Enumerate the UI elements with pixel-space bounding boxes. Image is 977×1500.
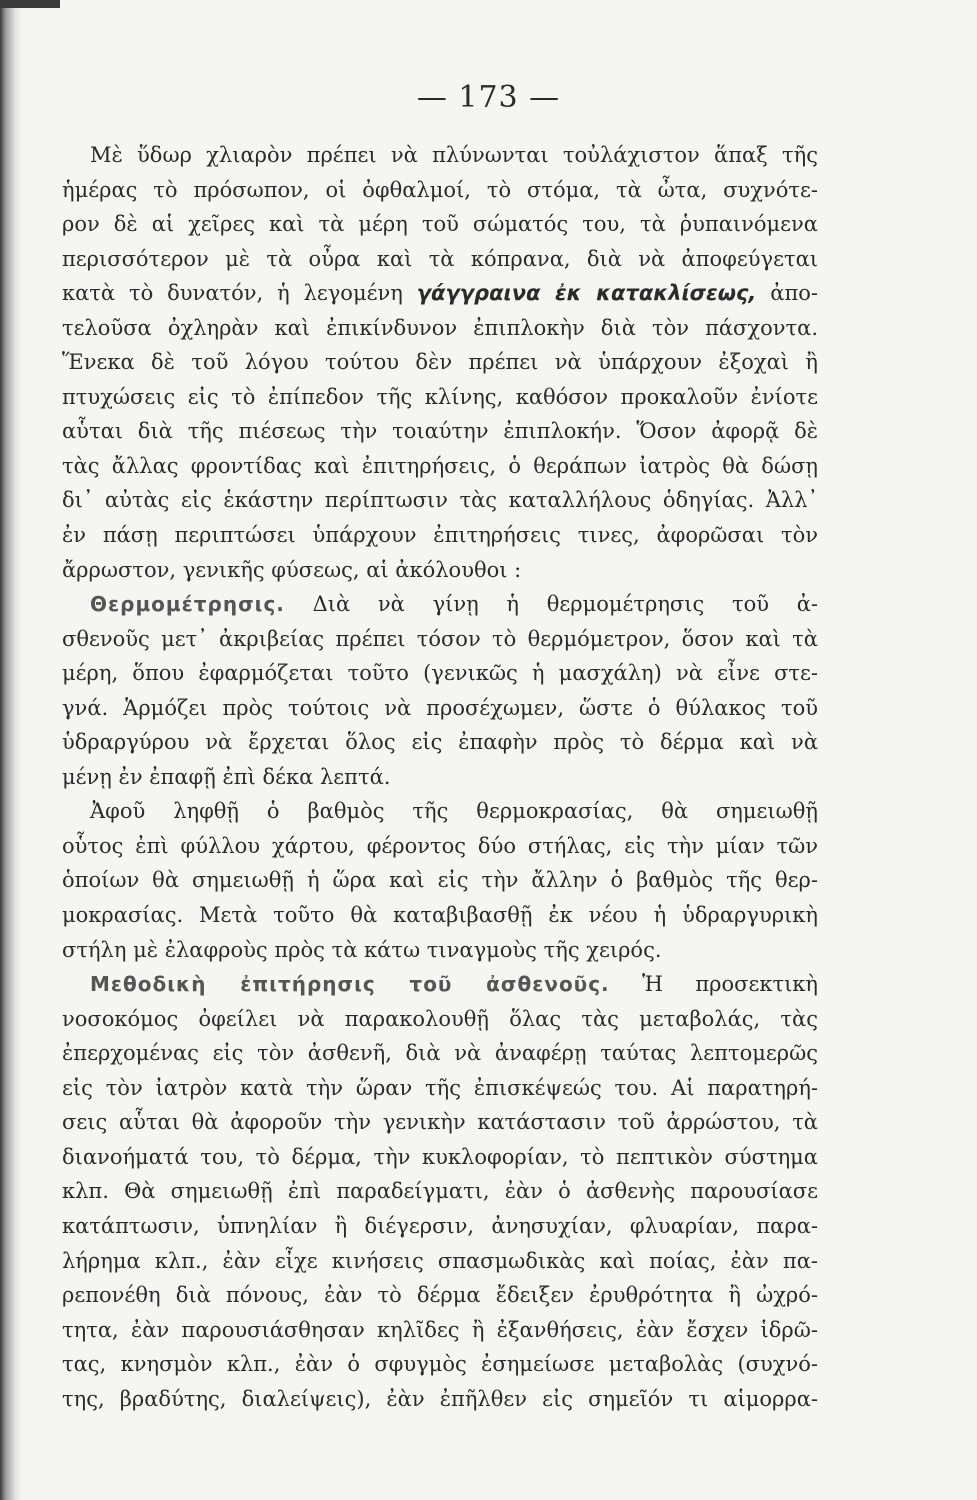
page-edge-shadow: [0, 0, 22, 1500]
text-line: [62, 933, 818, 968]
emphasis-term: γάγγραινα ἐκ κατακλίσεως,: [416, 281, 757, 306]
text-segment: αὗται διὰ τῆς πιέσεως τὴν τοιαύτην ἐπιπλοκήν. Ὅσον ἀφορᾷ δὲ: [62, 419, 818, 444]
text-segment: ὑδραργύρου νὰ ἔρχεται ὅλος εἰς ἐπαφὴν πρὸς τὸ δέρμα καὶ νὰ: [62, 730, 818, 755]
text-line: [62, 1278, 818, 1313]
text-segment: ἐπερχομένας εἰς τὸν ἀσθενῆ, διὰ νὰ ἀναφέρῃ ταύτας λεπτομερῶς: [62, 1041, 818, 1066]
text-line: [62, 725, 818, 760]
text-segment: κλπ. Θὰ σημειωθῇ ἐπὶ παραδείγματι, ἐὰν ὁ ἀσθενὴς παρουσίασε: [62, 1179, 818, 1204]
text-line: [62, 794, 818, 829]
text-line: [62, 1105, 818, 1140]
text-segment: διανοήματά του, τὸ δέρμα, τὴν κυκλοφορίαν, τὸ πεπτικὸν σύστημα: [62, 1144, 818, 1169]
text-line: [62, 414, 818, 449]
text-segment: ἀπο-: [756, 281, 818, 306]
text-line: [62, 380, 818, 415]
section-heading: Θερμομέτρησις.: [90, 592, 285, 617]
text-line: [62, 483, 818, 518]
text-segment: μένῃ ἐν ἐπαφῇ ἐπὶ δέκα λεπτά.: [62, 764, 391, 789]
text-segment: τας, κνησμὸν κλπ., ἐὰν ὁ σφυγμὸς ἐσημείωσε μεταβολὰς (συχνό-: [62, 1352, 818, 1377]
text-line: [62, 1071, 818, 1106]
text-segment: περισσότερον μὲ τὰ οὖρα καὶ τὰ κόπρανα, διὰ νὰ ἀποφεύγεται: [62, 246, 818, 271]
text-line: [62, 760, 818, 795]
text-segment: δι᾽ αὐτὰς εἰς ἑκάστην περίπτωσιν τὰς καταλλήλους ὁδηγίας. Ἀλλ᾽: [62, 488, 818, 513]
text-line: [62, 311, 818, 346]
text-segment: εἰς τὸν ἰατρὸν κατὰ τὴν ὥραν τῆς ἐπισκέψεώς του. Αἱ παρατηρή-: [62, 1075, 818, 1100]
text-segment: λήρημα κλπ., ἐὰν εἶχε κινήσεις σπασμωδικὰς καὶ ποίας, ἐὰν πα-: [62, 1248, 818, 1273]
text-line: [62, 1347, 818, 1382]
text-segment: γνά. Ἁρμόζει πρὸς τούτοις νὰ προσέχωμεν, ὥστε ὁ θύλακος τοῦ: [62, 695, 818, 720]
text-line: [62, 1002, 818, 1037]
text-line: [62, 691, 818, 726]
text-line: [62, 207, 818, 242]
text-segment: μοκρασίας. Μετὰ τοῦτο θὰ καταβιβασθῇ ἐκ νέου ἡ ὑδραργυρικὴ: [62, 903, 818, 928]
text-segment: Ἀφοῦ ληφθῇ ὁ βαθμὸς τῆς θερμοκρασίας, θὰ σημειωθῇ: [90, 799, 818, 824]
text-line: [62, 1036, 818, 1071]
text-line: [62, 1209, 818, 1244]
text-segment: Ἕνεκα δὲ τοῦ λόγου τούτου δὲν πρέπει νὰ ὑπάρχουν ἐξοχαὶ ἢ: [62, 350, 818, 375]
text-line: [62, 345, 818, 380]
text-line: [62, 518, 818, 553]
text-segment: σεις αὗται θὰ ἀφοροῦν τὴν γενικὴν κατάστασιν τοῦ ἀρρώστου, τὰ: [62, 1110, 818, 1135]
text-segment: ρον δὲ αἱ χεῖρες καὶ τὰ μέρη τοῦ σώματός του, τὰ ῥυπαινόμενα: [62, 212, 818, 237]
text-segment: κατὰ τὸ δυνατόν, ἡ λεγομένη: [62, 281, 417, 306]
text-line: [62, 622, 818, 657]
text-line: [62, 173, 818, 208]
text-segment: νοσοκόμος ὀφείλει νὰ παρακολουθῇ ὅλας τὰς μεταβολάς, τὰς: [62, 1006, 818, 1031]
text-line: [62, 242, 818, 277]
text-segment: Μὲ ὕδωρ χλιαρὸν πρέπει νὰ πλύνωνται τοὐλάχιστον ἅπαξ τῆς: [90, 143, 818, 167]
text-segment: στήλη μὲ ἐλαφροὺς πρὸς τὰ κάτω τιναγμοὺς τῆς χειρός.: [62, 937, 662, 962]
text-line: [62, 1140, 818, 1175]
text-segment: τελοῦσα ὀχληρὰν καὶ ἐπικίνδυνον ἐπιπλοκὴν διὰ τὸν πάσχοντα.: [62, 315, 818, 340]
text-line: [62, 553, 818, 588]
text-segment: πτυχώσεις εἰς τὸ ἐπίπεδον τῆς κλίνης, καθόσον προκαλοῦν ἐνίοτε: [62, 384, 818, 409]
text-segment: ἄρρωστον, γενικῆς φύσεως, αἱ ἀκόλουθοι :: [62, 557, 522, 582]
text-line: [62, 1313, 818, 1348]
text-line: [62, 1174, 818, 1209]
page-number: — 173 —: [416, 80, 561, 115]
text-line: [62, 449, 818, 484]
text-segment: Ἡ προσεκτικὴ: [609, 972, 818, 997]
text-segment: τὰς ἄλλας φροντίδας καὶ ἐπιτηρήσεις, ὁ θεράπων ἰατρὸς θὰ δώσῃ: [62, 453, 818, 478]
text-line: [62, 138, 818, 173]
text-segment: ἐν πάσῃ περιπτώσει ὑπάρχουν ἐπιτηρήσεις τινες, ἀφορῶσαι τὸν: [62, 523, 818, 548]
text-line: [62, 898, 818, 933]
text-segment: σθενοῦς μετ᾽ ἀκριβείας πρέπει τόσον τὸ θερμόμετρον, ὅσον καὶ τὰ: [62, 626, 818, 651]
text-segment: Διὰ νὰ γίνῃ ἡ θερμομέτρησις τοῦ ἀ-: [284, 592, 818, 617]
text-segment: κατάπτωσιν, ὑπνηλίαν ἢ διέγερσιν, ἀνησυχίαν, φλυαρίαν, παρα-: [62, 1213, 818, 1238]
text-line: [62, 829, 818, 864]
text-line: [62, 967, 818, 1002]
text-segment: μέρη, ὅπου ἐφαρμόζεται τοῦτο (γενικῶς ἡ μασχάλη) νὰ εἶνε στε-: [62, 661, 818, 686]
text-line: [62, 863, 818, 898]
body-text: [62, 138, 818, 1416]
scan-corner-mark: [0, 0, 60, 8]
text-segment: ρεπονέθη διὰ πόνους, ἐὰν τὸ δέρμα ἔδειξεν ἐρυθρότητα ἢ ὠχρό-: [62, 1283, 818, 1308]
text-line: [62, 656, 818, 691]
text-segment: ὁποίων θὰ σημειωθῇ ἡ ὥρα καὶ εἰς τὴν ἄλλην ὁ βαθμὸς τῆς θερ-: [62, 868, 818, 893]
text-line: [62, 276, 818, 311]
text-segment: ἡμέρας τὸ πρόσωπον, οἱ ὀφθαλμοί, τὸ στόμα, τὰ ὦτα, συχνότε-: [62, 177, 818, 202]
text-segment: της, βραδύτης, διαλείψεις), ἐὰν ἐπῆλθεν εἰς σημεῖόν τι αἱμορρα-: [62, 1386, 818, 1411]
text-segment: τητα, ἐὰν παρουσιάσθησαν κηλῖδες ἢ ἐξανθήσεις, ἐὰν ἔσχεν ἱδρῶ-: [62, 1317, 818, 1342]
text-line: [62, 1382, 818, 1417]
section-heading: Μεθοδικὴ ἐπιτήρησις τοῦ ἀσθενοῦς.: [90, 972, 610, 997]
text-line: [62, 1244, 818, 1279]
text-line: [62, 587, 818, 622]
text-segment: οὗτος ἐπὶ φύλλου χάρτου, φέροντος δύο στήλας, εἰς τὴν μίαν τῶν: [62, 833, 818, 858]
